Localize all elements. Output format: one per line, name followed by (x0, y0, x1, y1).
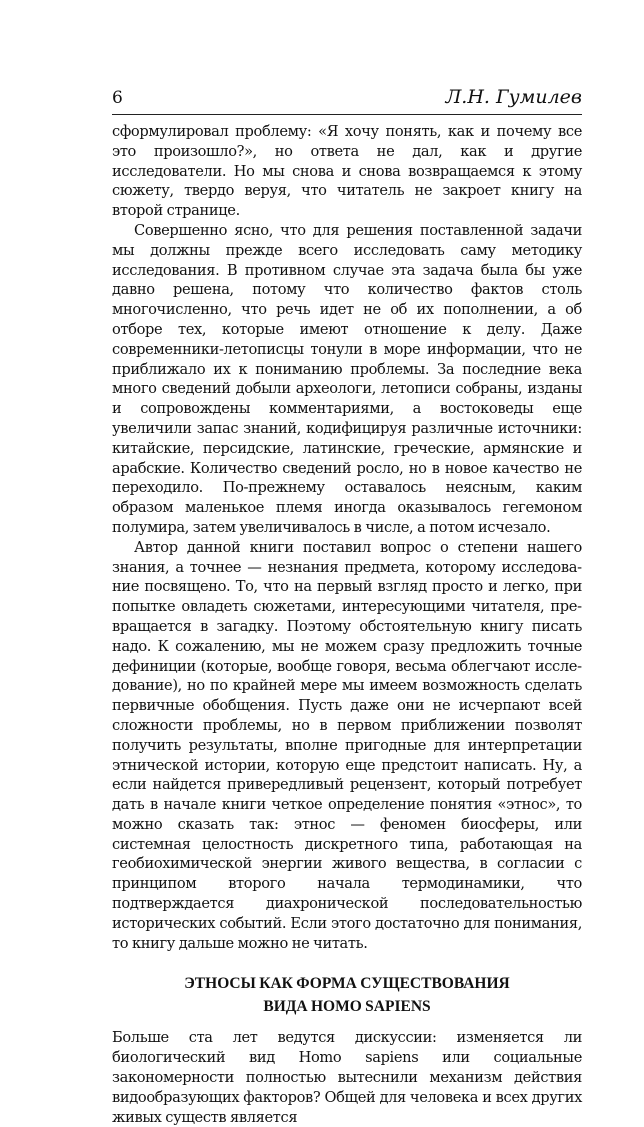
page-number: 6 (112, 88, 123, 108)
section-heading-line-2: ВИДА HOMO SAPIENS (263, 998, 431, 1016)
paragraph: Совершенно ясно, что для решения поставленной задачи мы должны прежде всего исследовать саму методику исследования. В противном случае эта задача была бы уже давно решена, потому что количество фактов столь многочисленно, что речь идет не об их пополнении, а об отборе тех, которые имеют отношение к делу. Даже современники-летописцы тонули в море информации, что не приближало их к пониманию проблемы. За последние века много сведений добыли археологи, летописи собраны, изданы и сопровождены комментариями, а востоковеды еще увеличили запас знаний, кодифицируя различные источники: китайские, персидские, латинские, греческие, армянские и арабские. Количество сведений росло, но в новое качество не переходило. По-прежнему оставалось неясным, каким образом маленькое племя иногда оказывалось гегемоном полумира, затем увеличивалось в числе, а потом исчезало. (112, 221, 582, 536)
section-paragraph: Больше ста лет ведутся дискуссии: изменяется ли биологический вид Homo sapiens или социальные закономерности полностью вытеснили механизм действия видообразующих факторов? Общей для человека и всех других живых существ является (112, 1029, 582, 1126)
header-rule (112, 114, 582, 115)
section-heading (112, 972, 582, 1018)
author-name: Л.Н. Гумилев (445, 86, 582, 108)
paragraph: Автор данной книги поставил вопрос о степени нашего знания, а точнее — незнания предмета, которому исследование посвящено. То, что на первый взгляд просто и легко, при попытке овладеть сюжетами, интересующими читателя, превращается в загадку. Поэтому обстоятельную книгу писать надо. К сожалению, мы не можем сразу предложить точные дефиниции (которые, вообще говоря, весьма облегчают исследование), но по крайней мере мы имеем возможность сделать первичные обобщения. Пусть даже они не исчерпают всей сложности проблемы, но в первом приближении позволят получить результаты, вполне пригодные для интерпретации этнической истории, которую еще предстоит написать. Ну, а если найдется привередливый рецензент, который потребует дать в начале книги четкое определение понятия «этнос», то можно сказать так: этнос — феномен биосферы, или системная целостность дискретного типа, работающая на геобиохимической энергии живого вещества, в согласии с принципом второго начала термодинамики, что подтверждается диахронической последовательностью исторических событий. Если этого достаточно для понимания, то книгу дальше можно не читать. (112, 538, 582, 952)
paragraph-continuation: сформулировал проблему: «Я хочу понять, как и почему все это произошло?», но ответа не дал, как и другие исследователи. Но мы снова и снова возвращаемся к этому сюжету, твердо веруя, что читатель не закроет книгу на второй странице. (112, 123, 582, 220)
running-head (112, 88, 582, 114)
section-heading-line-1: ЭТНОСЫ КАК ФОРМА СУЩЕСТВОВАНИЯ (184, 975, 510, 993)
body-text (112, 122, 582, 1127)
